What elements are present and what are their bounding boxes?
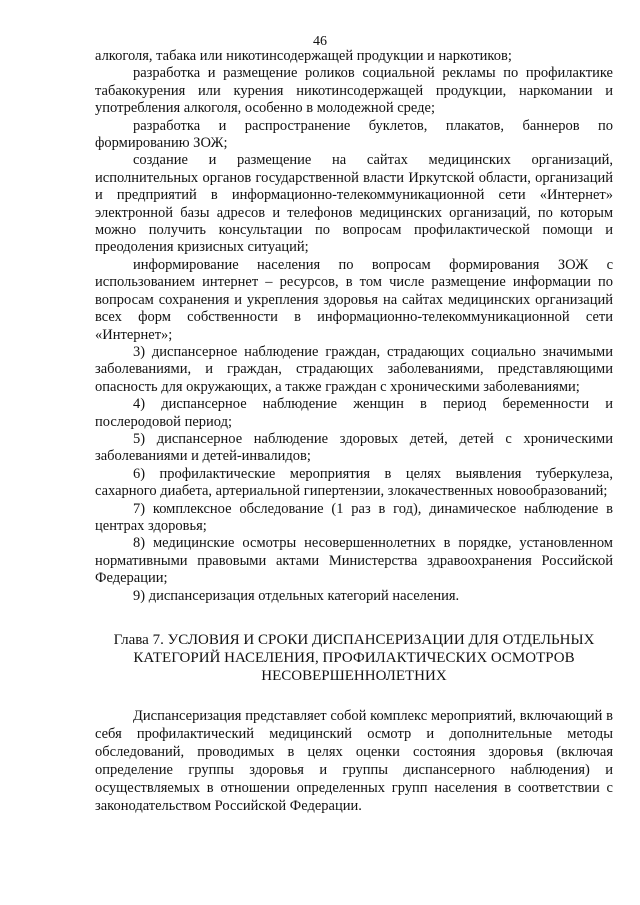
list-item-7: 7) комплексное обследование (1 раз в год), динамическое наблюдение в центрах здоровья; [95,500,613,534]
page-number: 46 [313,34,327,49]
paragraph-alcohol-tobacco: алкоголя, табака или никотинсодержащей продукции и наркотиков; [95,48,512,64]
paragraph-internet-informing: информирование населения по вопросам формирования ЗОЖ с использованием интернет – ресурсов, в том числе размещение информации по вопросам сохранения и укрепления здоровья на сайтах медицинских организаций всех форм собственности в информационно-телекоммуникационной сети «Интернет»; [95,256,613,343]
list-item-4: 4) диспансерное наблюдение женщин в период беременности и послеродовой период; [95,396,613,430]
list-item-6: 6) профилактические мероприятия в целях выявления туберкулеза, сахарного диабета, артериальной гипертензии, злокачественных новообразований; [95,465,613,500]
paragraph-booklets: разработка и распространение буклетов, плакатов, баннеров по формированию ЗОЖ; [95,117,613,152]
list-item-9: 9) диспансеризация отдельных категорий населения. [133,587,460,604]
chapter-heading: Глава 7. УСЛОВИЯ И СРОКИ ДИСПАНСЕРИЗАЦИИ ДЛЯ ОТДЕЛЬНЫХ КАТЕГОРИЙ НАСЕЛЕНИЯ, ПРОФИЛАКТИЧЕСКИХ ОСМОТРОВ НЕСОВЕРШЕННОЛЕТНИХ [113,632,595,684]
paragraph-dispensarization-definition: Диспансеризация представляет собой комплекс мероприятий, включающий в себя профилактический медицинский осмотр и дополнительные методы обследований, проводимых в целях оценки состояния здоровья (включая определение группы здоровья и группы диспансерного наблюдения) и осуществляемых в отношении определенных групп населения в соответствии с законодательством Российской Федерации. [95,708,613,814]
list-item-5: 5) диспансерное наблюдение здоровых детей, детей с хроническими заболеваниями и детей-инвалидов; [95,430,613,465]
list-item-8: 8) медицинские осмотры несовершеннолетних в порядке, установленном нормативными правовыми актами Министерства здравоохранения Российской Федерации; [95,535,613,587]
paragraph-social-ads: разработка и размещение роликов социальной рекламы по профилактике табакокурения или курения никотинсодержащей продукции, наркомании и употребления алкоголя, особенно в молодежной среде; [95,65,613,117]
list-item-3: 3) диспансерное наблюдение граждан, страдающих социально значимыми заболеваниями, и граждан, страдающих заболеваниями, представляющими опасность для окружающих, а также граждан с хроническими заболеваниями; [95,343,613,395]
paragraph-electronic-database: создание и размещение на сайтах медицинских организаций, исполнительных органов государственной власти Иркутской области, организаций и предприятий в информационно-телекоммуникационной сети «Интернет» электронной базы адресов и телефонов медицинских организаций, по которым можно получить консультации по вопросам профилактической помощи и преодоления кризисных ситуаций; [95,152,613,256]
document-body [95,48,613,815]
